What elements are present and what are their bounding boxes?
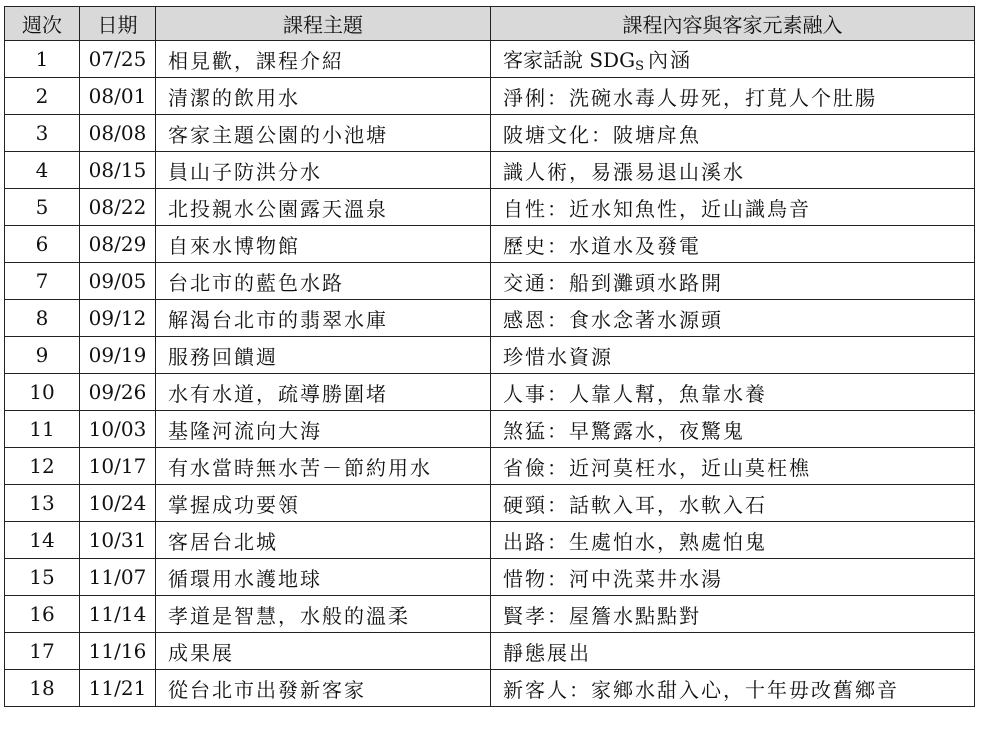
content-cell: 識人術，易漲易退山溪水 [491, 152, 975, 189]
content-tail: 內涵 [647, 48, 692, 72]
date-cell: 09/05 [80, 263, 156, 300]
week-cell: 11 [5, 411, 80, 448]
table-row [5, 670, 975, 707]
week-cell: 15 [5, 559, 80, 596]
table-row [5, 78, 975, 115]
topic-cell: 循環用水護地球 [156, 559, 491, 596]
header-topic: 課程主題 [156, 7, 491, 41]
table-row [5, 41, 975, 78]
content-cell: 感恩：食水念著水源頭 [491, 300, 975, 337]
week-cell: 4 [5, 152, 80, 189]
topic-cell: 有水當時無水苦－節約用水 [156, 448, 491, 485]
content-cell: 交通：船到灘頭水路開 [491, 263, 975, 300]
topic-cell: 孝道是智慧，水般的溫柔 [156, 596, 491, 633]
week-cell: 2 [5, 78, 80, 115]
date-cell: 09/26 [80, 374, 156, 411]
week-cell: 3 [5, 115, 80, 152]
week-cell: 7 [5, 263, 80, 300]
header-date: 日期 [80, 7, 156, 41]
date-cell: 07/25 [80, 41, 156, 78]
week-cell: 9 [5, 337, 80, 374]
table-row [5, 263, 975, 300]
week-cell: 8 [5, 300, 80, 337]
table-row [5, 411, 975, 448]
content-cell: 煞猛：早驚露水，夜驚鬼 [491, 411, 975, 448]
date-cell: 11/07 [80, 559, 156, 596]
content-cell: 淨俐：洗碗水毒人毋死，打莧人个肚腸 [491, 78, 975, 115]
week-cell: 10 [5, 374, 80, 411]
week-cell: 5 [5, 189, 80, 226]
topic-cell: 成果展 [156, 633, 491, 670]
header-row [5, 7, 975, 41]
week-cell: 6 [5, 226, 80, 263]
content-cell: 陂塘文化：陂塘戽魚 [491, 115, 975, 152]
content-cell: 珍惜水資源 [491, 337, 975, 374]
content-cell [491, 41, 975, 78]
course-schedule [4, 6, 975, 707]
table-row [5, 559, 975, 596]
topic-cell: 清潔的飲用水 [156, 78, 491, 115]
table-row [5, 226, 975, 263]
table-row [5, 115, 975, 152]
topic-cell: 水有水道，疏導勝圍堵 [156, 374, 491, 411]
week-cell: 18 [5, 670, 80, 707]
content-cell: 自性：近水知魚性，近山識鳥音 [491, 189, 975, 226]
content-subscript: S [635, 59, 644, 74]
week-cell: 14 [5, 522, 80, 559]
table-row [5, 337, 975, 374]
header-content: 課程內容與客家元素融入 [491, 7, 975, 41]
week-cell: 17 [5, 633, 80, 670]
content-cell: 歷史：水道水及發電 [491, 226, 975, 263]
table-row [5, 152, 975, 189]
content-cell: 新客人：家鄉水甜入心，十年毋改舊鄉音 [491, 670, 975, 707]
content-cell: 省儉：近河莫枉水，近山莫枉樵 [491, 448, 975, 485]
date-cell: 10/24 [80, 485, 156, 522]
date-cell: 10/17 [80, 448, 156, 485]
date-cell: 08/22 [80, 189, 156, 226]
topic-cell: 員山子防洪分水 [156, 152, 491, 189]
content-cell: 硬頸：話軟入耳，水軟入石 [491, 485, 975, 522]
week-cell: 13 [5, 485, 80, 522]
header-week: 週次 [5, 7, 80, 41]
content-cell: 賢孝：屋簷水點點對 [491, 596, 975, 633]
table-row [5, 374, 975, 411]
week-cell: 12 [5, 448, 80, 485]
table-row [5, 596, 975, 633]
content-text: 客家話說 SDG [503, 48, 636, 72]
topic-cell: 台北市的藍色水路 [156, 263, 491, 300]
content-cell: 人事：人靠人幫，魚靠水養 [491, 374, 975, 411]
table-row [5, 300, 975, 337]
topic-cell: 從台北市出發新客家 [156, 670, 491, 707]
topic-cell: 自來水博物館 [156, 226, 491, 263]
table-row [5, 633, 975, 670]
topic-cell: 掌握成功要領 [156, 485, 491, 522]
schedule-table [4, 6, 975, 707]
topic-cell: 服務回饋週 [156, 337, 491, 374]
week-cell: 16 [5, 596, 80, 633]
content-cell: 出路：生處怕水，熟處怕鬼 [491, 522, 975, 559]
table-row [5, 448, 975, 485]
topic-cell: 客家主題公園的小池塘 [156, 115, 491, 152]
schedule-rows [5, 41, 975, 707]
topic-cell: 北投親水公園露天溫泉 [156, 189, 491, 226]
topic-cell: 解渴台北市的翡翠水庫 [156, 300, 491, 337]
topic-cell: 客居台北城 [156, 522, 491, 559]
topic-cell: 基隆河流向大海 [156, 411, 491, 448]
date-cell: 08/01 [80, 78, 156, 115]
topic-cell: 相見歡，課程介紹 [156, 41, 491, 78]
table-row [5, 485, 975, 522]
content-cell: 靜態展出 [491, 633, 975, 670]
date-cell: 10/03 [80, 411, 156, 448]
table-row [5, 189, 975, 226]
date-cell: 11/14 [80, 596, 156, 633]
date-cell: 11/16 [80, 633, 156, 670]
date-cell: 09/12 [80, 300, 156, 337]
date-cell: 08/15 [80, 152, 156, 189]
week-cell: 1 [5, 41, 80, 78]
date-cell: 10/31 [80, 522, 156, 559]
date-cell: 08/08 [80, 115, 156, 152]
date-cell: 08/29 [80, 226, 156, 263]
date-cell: 09/19 [80, 337, 156, 374]
table-row [5, 522, 975, 559]
content-cell: 惜物：河中洗菜井水湯 [491, 559, 975, 596]
date-cell: 11/21 [80, 670, 156, 707]
